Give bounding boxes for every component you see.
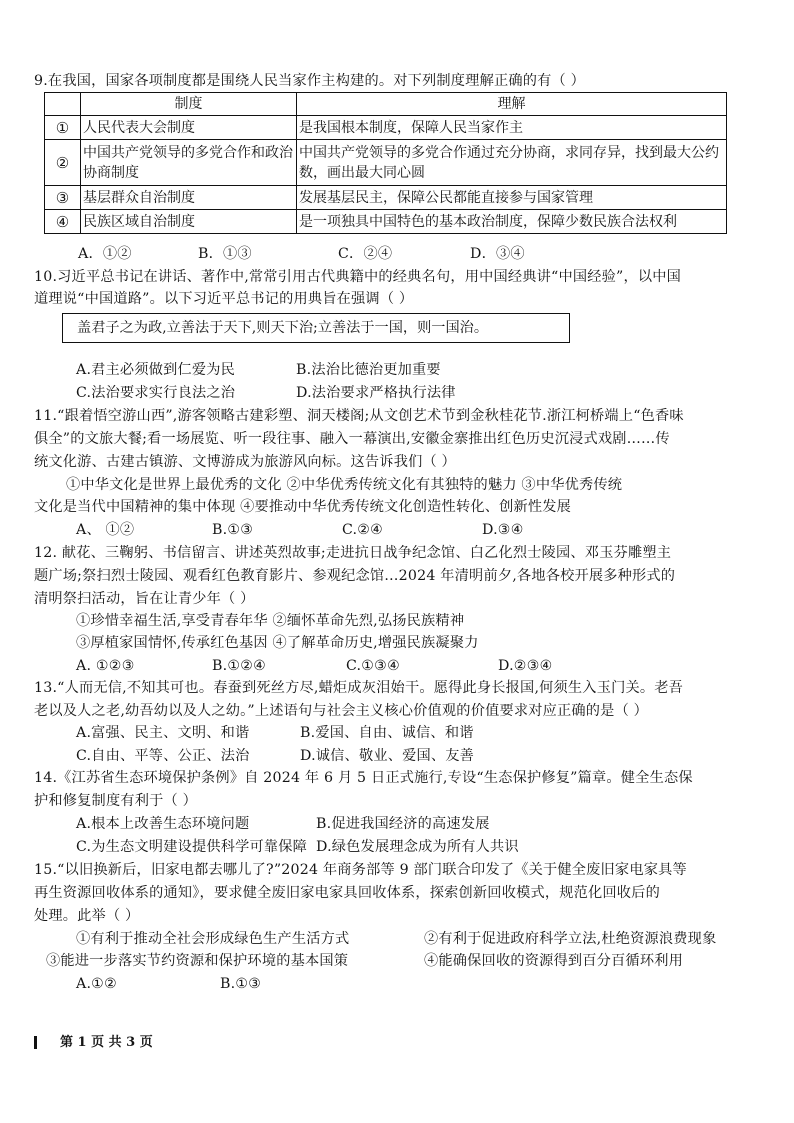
q11-option-b[interactable]: B.①③ (212, 522, 254, 538)
q9-option-b[interactable]: B．①③ (198, 246, 252, 262)
q12-option-d[interactable]: D.②③④ (498, 658, 553, 674)
row-num: ② (45, 140, 81, 186)
q9-option-a[interactable]: A．①② (78, 246, 132, 262)
row-understanding: 是一项独具中国特色的基本政治制度，保障少数民族合法权利 (297, 210, 727, 234)
q15-statement-4: ④能确保回收的资源得到百分百循环利用 (424, 953, 683, 969)
q13-option-d[interactable]: D.诚信、敬业、爱国、友善 (300, 748, 475, 764)
q14-stem-line: 护和修复制度有利于（ ） (34, 793, 197, 809)
q9-stem: 9.在我国，国家各项制度都是围绕人民当家作主构建的。对下列制度理解正确的有（ ） (34, 73, 585, 89)
q11-option-d[interactable]: D.③④ (482, 522, 524, 538)
q12-statement-line: ③厚植家国情怀,传承红色基因 ④了解革命历史,增强民族凝聚力 (76, 635, 479, 651)
q13-option-a[interactable]: A.富强、民主、文明、和谐 (76, 725, 250, 741)
q12-option-a[interactable]: A. ①②③ (76, 658, 135, 674)
table-row (45, 186, 727, 210)
q10-option-b[interactable]: B.法治比德治更加重要 (296, 362, 441, 378)
q14-option-c[interactable]: C.为生态文明建设提供科学可靠保障 (76, 839, 308, 855)
footer-mark (34, 1036, 37, 1049)
page-number: 第 1 页 共 3 页 (60, 1035, 153, 1050)
q13-stem-line: 老以及人之老,幼吾幼以及人之幼。”上述语句与社会主义核心价值观的价值要求对应正确的是（ ） (34, 703, 649, 719)
q10-option-c[interactable]: C.法治要求实行良法之治 (76, 385, 236, 401)
q15-stem-line: 处理。此举（ ） (34, 908, 140, 924)
q13-option-b[interactable]: B.爱国、自由、诚信、和谐 (300, 725, 474, 741)
q11-statement-line: 文化是当代中国精神的集中体现 ④要推动中华优秀传统文化创造性转化、创新性发展 (34, 499, 572, 515)
q9-option-c[interactable]: C．②④ (338, 246, 393, 262)
q14-stem-line: 14.《江苏省生态环境保护条例》自 2024 年 6 月 5 日正式施行,专设“生态保护修复”篇章。健全生态保 (34, 770, 693, 786)
q15-statement-2: ②有利于促进政府科学立法,杜绝资源浪费现象 (424, 931, 717, 947)
q10-stem-line: 10.习近平总书记在讲话、著作中,常常引用古代典籍中的经典名句，用中国经典讲“中国经验”，以中国 (34, 269, 682, 285)
q13-option-c[interactable]: C.自由、平等、公正、法治 (76, 748, 250, 764)
table-header-system: 制度 (81, 93, 297, 116)
table-header-num (45, 93, 81, 116)
q12-stem-line: 题广场;祭扫烈士陵园、观看红色教育影片、参观纪念馆…2024 年清明前夕,各地各校开展多种形式的 (34, 568, 676, 584)
row-system: 中国共产党领导的多党合作和政治协商制度 (81, 140, 297, 186)
q11-option-c[interactable]: C.②④ (342, 522, 384, 538)
q9-table (44, 92, 727, 234)
q9-option-d[interactable]: D．③④ (470, 246, 525, 262)
q15-stem-line: 再生资源回收体系的通知》，要求健全废旧家电家具回收体系，探索创新回收模式，规范化回收后的 (34, 885, 660, 901)
q10-option-a[interactable]: A.君主必须做到仁爱为民 (76, 362, 236, 378)
table-row (45, 116, 727, 140)
q11-statement-line: ①中华文化是世界上最优秀的文化 ②中华优秀传统文化有其独特的魅力 ③中华优秀传统 (66, 477, 623, 493)
q14-option-a[interactable]: A.根本上改善生态环境问题 (76, 816, 250, 832)
q14-option-b[interactable]: B.促进我国经济的高速发展 (316, 816, 490, 832)
q15-statement-1: ①有利于推动全社会形成绿色生产生活方式 (76, 931, 350, 947)
q12-option-c[interactable]: C.①③④ (346, 658, 401, 674)
row-num: ① (45, 116, 81, 140)
q11-option-a[interactable]: A、 ①② (76, 522, 135, 538)
q14-option-d[interactable]: D.绿色发展理念成为所有人共识 (316, 839, 519, 855)
q11-stem-line: 俱全”的文旅大餐;看一场展览、听一段往事、融入一幕演出,安徽金寨推出红色历史沉浸式戏剧……传 (34, 431, 670, 447)
q12-option-b[interactable]: B.①②④ (212, 658, 267, 674)
q15-statement-3: ③能进一步落实节约资源和保护环境的基本国策 (46, 953, 349, 969)
q15-option-b[interactable]: B.①③ (220, 976, 262, 992)
q10-stem-line: 道理说“中国道路”。以下习近平总书记的用典旨在强调（ ） (34, 291, 414, 307)
q10-quote-box: 盖君子之为政,立善法于天下,则天下治;立善法于一国，则一国治。 (62, 313, 570, 343)
q15-stem-line: 15.“以旧换新后，旧家电都去哪儿了?”2024 年商务部等 9 部门联合印发了《关于健全废旧家电家具等 (34, 862, 687, 878)
row-understanding: 是我国根本制度，保障人民当家作主 (297, 116, 727, 140)
q12-statement-line: ①珍惜幸福生活,享受青春年华 ②缅怀革命先烈,弘扬民族精神 (76, 613, 465, 629)
q10-option-d[interactable]: D.法治要求严格执行法律 (296, 385, 456, 401)
table-header-row (45, 93, 727, 116)
row-understanding: 发展基层民主，保障公民都能直接参与国家管理 (297, 186, 727, 210)
q15-option-a[interactable]: A.①② (76, 976, 117, 992)
table-header-understanding: 理解 (297, 93, 727, 116)
q12-stem-line: 12. 献花、三鞠躬、书信留言、讲述英烈故事;走进抗日战争纪念馆、白乙化烈士陵园、邓玉芬雕塑主 (34, 545, 672, 561)
row-understanding: 中国共产党领导的多党合作通过充分协商，求同存异，找到最大公约数，画出最大同心圆 (297, 140, 727, 186)
table-row (45, 210, 727, 234)
row-system: 基层群众自治制度 (81, 186, 297, 210)
table-row (45, 140, 727, 186)
row-num: ③ (45, 186, 81, 210)
q11-stem-line: 11.“跟着悟空游山西”,游客领略古建彩塑、洞天楼阁;从文创艺术节到金秋桂花节.浙江柯桥端上“色香味 (34, 408, 684, 424)
row-num: ④ (45, 210, 81, 234)
q11-stem-line: 统文化游、古建古镇游、文博游成为旅游风向标。这告诉我们（ ） (34, 454, 456, 470)
row-system: 民族区域自治制度 (81, 210, 297, 234)
row-system: 人民代表大会制度 (81, 116, 297, 140)
q13-stem-line: 13.“人而无信,不知其可也。春蚕到死丝方尽,蜡炬成灰泪始干。愿得此身长报国,何须生入玉门关。老吾 (34, 680, 684, 696)
q12-stem-line: 清明祭扫活动，旨在让青少年（ ） (34, 591, 255, 607)
